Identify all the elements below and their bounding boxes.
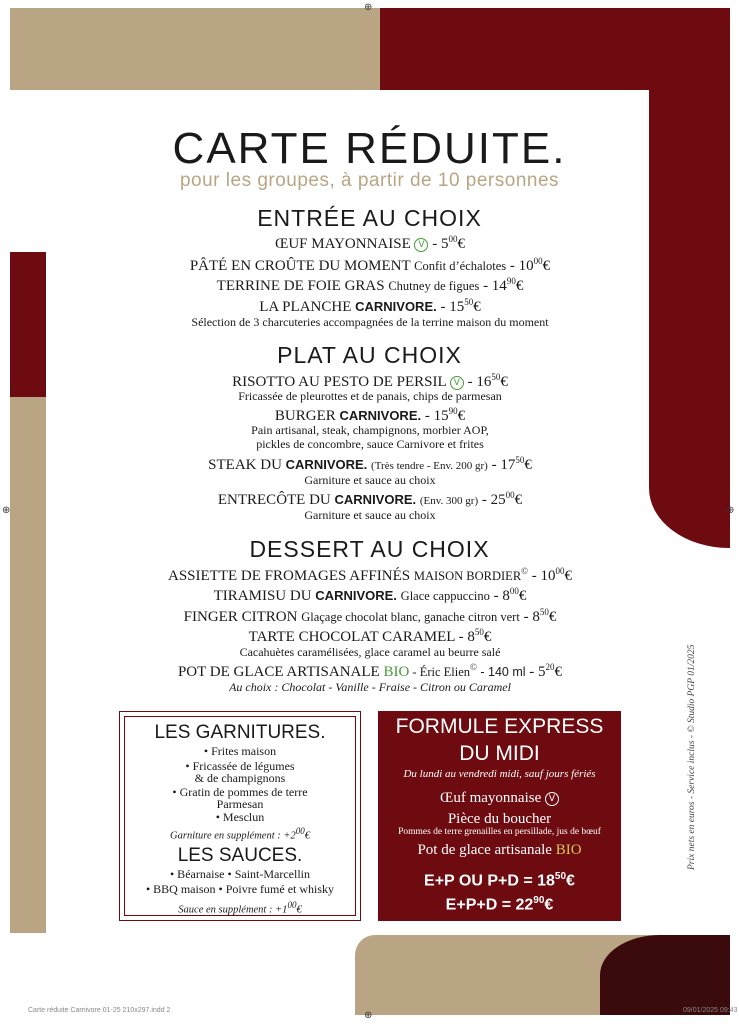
price-cents: 50: [554, 871, 567, 882]
sauce-supplement: [120, 900, 360, 916]
item-detail: Confit d’échalotes: [414, 259, 507, 273]
brand-logo: CARNIVORE.: [355, 299, 437, 314]
bg-tan-left: [10, 397, 46, 933]
garnitures-heading: LES GARNITURES.: [154, 722, 326, 743]
garniture-item: • Fricassée de légumes: [185, 759, 295, 773]
item-name: TARTE CHOCOLAT CARAMEL: [248, 629, 455, 645]
formule-plat-desc: Pommes de terre grenailles en persillade, jus de bœuf: [398, 827, 601, 837]
item-currency: €: [564, 568, 573, 584]
item-name: FINGER CITRON: [183, 609, 302, 625]
menu-item-fromages: [110, 566, 630, 585]
item-size: - 140 ml: [476, 665, 526, 679]
garniture-supplement: [120, 826, 360, 842]
brand-logo: CARNIVORE.: [334, 492, 417, 507]
item-price: - 15: [436, 299, 465, 315]
item-currency: €: [524, 457, 532, 473]
item-currency: €: [548, 609, 557, 625]
formule-item: Pot de glace artisanale: [417, 842, 556, 858]
registration-mark-icon: ⊕: [726, 505, 735, 516]
garniture-item: & de champignons: [194, 771, 286, 785]
brand-logo: CARNIVORE.: [315, 588, 397, 603]
item-price-cents: 20: [545, 662, 555, 672]
item-price: - 8: [489, 588, 510, 604]
supplement-cents: 00: [287, 900, 297, 910]
brand-logo: CARNIVORE.: [339, 408, 422, 423]
registered-mark: ©: [521, 566, 529, 576]
supplement-text: Garniture en supplément : +2: [170, 830, 296, 842]
formule-price-3: [378, 895, 621, 914]
item-price: - 8: [454, 629, 475, 645]
menu-item-entrecote: [110, 490, 630, 509]
item-price: - 5: [525, 664, 546, 680]
item-name: TERRINE DE FOIE GRAS: [216, 278, 389, 294]
item-price-cents: 00: [555, 566, 565, 576]
price-currency: €: [566, 872, 575, 890]
garniture-item: • Gratin de pommes de terre: [172, 785, 308, 799]
menu-item-foie-gras: [110, 276, 630, 295]
item-currency: €: [518, 588, 527, 604]
menu-item-tiramisu: [110, 586, 630, 605]
bio-label: BIO: [555, 842, 582, 858]
sauces-heading: LES SAUCES.: [177, 845, 303, 866]
sauce-item: • BBQ maison • Poivre fumé et whisky: [145, 882, 335, 896]
item-detail: (Très tendre - Env. 200 gr): [371, 460, 488, 472]
item-description: Pain artisanal, steak, champignons, morbier AOP,: [251, 423, 489, 437]
item-price-cents: 00: [509, 586, 519, 596]
page-subtitle: pour les groupes, à partir de 10 personnes: [179, 170, 560, 191]
garniture-item: • Frites maison: [203, 744, 277, 758]
item-price-cents: 50: [491, 372, 501, 382]
vegetarian-leaf-icon: V: [450, 376, 464, 390]
price-currency: €: [544, 896, 554, 914]
item-description: Garniture et sauce au choix: [304, 508, 436, 522]
garniture-item: • Mesclun: [215, 810, 265, 824]
item-price-cents: 50: [539, 607, 549, 617]
item-price-cents: 90: [506, 276, 516, 286]
item-description: Sélection de 3 charcuteries accompagnées de la terrine maison du moment: [191, 315, 549, 329]
item-currency: €: [500, 374, 508, 390]
item-detail: Chutney de figues: [388, 279, 480, 293]
bio-label: BIO: [383, 664, 410, 680]
vegetarian-leaf-icon: V: [545, 792, 559, 806]
item-price: - 16: [463, 374, 492, 390]
item-price-cents: 00: [505, 490, 515, 500]
item-currency: €: [457, 236, 465, 252]
formule-subtitle: Du lundi au vendredi midi, sauf jours fériés: [403, 768, 596, 780]
item-name: TIRAMISU DU: [213, 588, 316, 604]
bg-burgundy-top: [380, 8, 730, 90]
brand-logo: CARNIVORE.: [285, 457, 368, 472]
bg-dark-bottom: [600, 935, 730, 1015]
item-price: - 8: [519, 609, 540, 625]
formule-dessert: [378, 842, 621, 859]
item-price-cents: 00: [533, 256, 543, 266]
formule-price-2: [378, 871, 621, 890]
item-detail: (Env. 300 gr): [419, 495, 479, 507]
item-price-cents: 50: [474, 627, 484, 637]
item-price-cents: 90: [448, 406, 458, 416]
formule-entree: [378, 790, 621, 807]
desserts-heading: DESSERT AU CHOIX: [249, 536, 490, 562]
item-currency: €: [542, 258, 551, 274]
menu-item-tarte: [110, 627, 630, 646]
registration-mark-icon: ⊕: [364, 1010, 373, 1021]
item-description: Fricassée de pleurottes et de panais, chips de parmesan: [238, 389, 502, 403]
item-name: POT DE GLACE ARTISANALE: [177, 664, 384, 680]
supplement-cents: 00: [295, 826, 305, 836]
item-name: PÂTÉ EN CROÛTE DU MOMENT: [189, 258, 415, 274]
item-name: RISOTTO AU PESTO DE PERSIL: [232, 374, 447, 390]
price-cents: 90: [533, 895, 545, 906]
item-price: - 10: [528, 568, 556, 584]
footer-filename: Carte réduite Carnivore 01-25 210x297.indd 2: [28, 1007, 171, 1014]
item-price-cents: 50: [515, 455, 525, 465]
formule-plat: Pièce du boucher: [447, 811, 552, 827]
plats-heading: PLAT AU CHOIX: [277, 342, 462, 368]
menu-item-pate: [110, 256, 630, 275]
item-currency: €: [514, 492, 523, 508]
item-currency: €: [515, 278, 524, 294]
item-detail: Glace cappuccino: [400, 589, 490, 603]
supplement-currency: €: [296, 904, 302, 916]
menu-item-finger-citron: [110, 607, 630, 626]
formule-heading: DU MIDI: [459, 742, 540, 765]
menu-item-steak: [110, 455, 630, 474]
price-label: E+P OU P+D = 18: [424, 872, 555, 890]
item-price: - 5: [428, 236, 449, 252]
registration-mark-icon: ⊕: [364, 2, 373, 13]
item-name: ENTRECÔTE DU: [217, 492, 335, 508]
item-description: Au choix : Chocolat - Vanille - Fraise - Citron ou Caramel: [229, 680, 511, 694]
registered-mark: ©: [470, 662, 477, 672]
menu-item-glace: [110, 662, 630, 681]
item-price: - 17: [487, 457, 516, 473]
item-price: - 10: [506, 258, 534, 274]
item-detail: Glaçage chocolat blanc, ganache citron vert: [301, 610, 520, 624]
item-currency: €: [473, 299, 481, 315]
garnitures-sauces-box: [119, 711, 361, 921]
item-name: BURGER: [274, 408, 340, 424]
formule-item: Œuf mayonnaise: [440, 790, 542, 806]
item-currency: €: [554, 664, 563, 680]
entrees-heading: ENTRÉE AU CHOIX: [257, 205, 482, 231]
garniture-item: Parmesan: [216, 797, 264, 811]
item-price: - 25: [478, 492, 506, 508]
item-currency: €: [457, 408, 466, 424]
menu-item-oeuf: [110, 234, 630, 253]
menu-item-planche: [110, 297, 630, 316]
registration-mark-icon: ⊕: [2, 505, 11, 516]
item-price-cents: 50: [464, 297, 474, 307]
price-label: E+P+D = 22: [445, 896, 534, 914]
item-description: Garniture et sauce au choix: [304, 473, 436, 487]
item-name: LA PLANCHE: [259, 299, 356, 315]
item-price: - 14: [479, 278, 507, 294]
item-detail: MAISON BORDIER: [413, 569, 522, 583]
item-description: pickles de concombre, sauce Carnivore et frites: [256, 437, 484, 451]
item-currency: €: [483, 629, 492, 645]
page-title: CARTE RÉDUITE.: [172, 124, 567, 173]
item-price-cents: 00: [448, 234, 458, 244]
supplement-currency: €: [304, 830, 310, 842]
item-description: Cacahuètes caramélisées, glace caramel au beurre salé: [239, 645, 501, 659]
formule-heading: FORMULE EXPRESS: [395, 715, 604, 738]
item-name: STEAK DU: [208, 457, 286, 473]
item-detail: - Éric Elien: [409, 665, 471, 679]
bg-tan-top: [10, 8, 380, 90]
item-price: - 15: [421, 408, 449, 424]
sauce-item: • Béarnaise • Saint-Marcellin: [169, 867, 311, 881]
side-note: Prix nets en euros - Service inclus - © Studio PGP 01/2025: [687, 644, 697, 870]
formule-express-box: [378, 711, 621, 921]
item-name: ASSIETTE DE FROMAGES AFFINÉS: [167, 568, 414, 584]
bg-burgundy-left: [10, 252, 46, 397]
item-name: ŒUF MAYONNAISE: [275, 236, 411, 252]
supplement-text: Sauce en supplément : +1: [178, 904, 288, 916]
vegetarian-leaf-icon: V: [414, 238, 428, 252]
footer-date: 09/01/2025 09:43: [683, 1007, 738, 1014]
